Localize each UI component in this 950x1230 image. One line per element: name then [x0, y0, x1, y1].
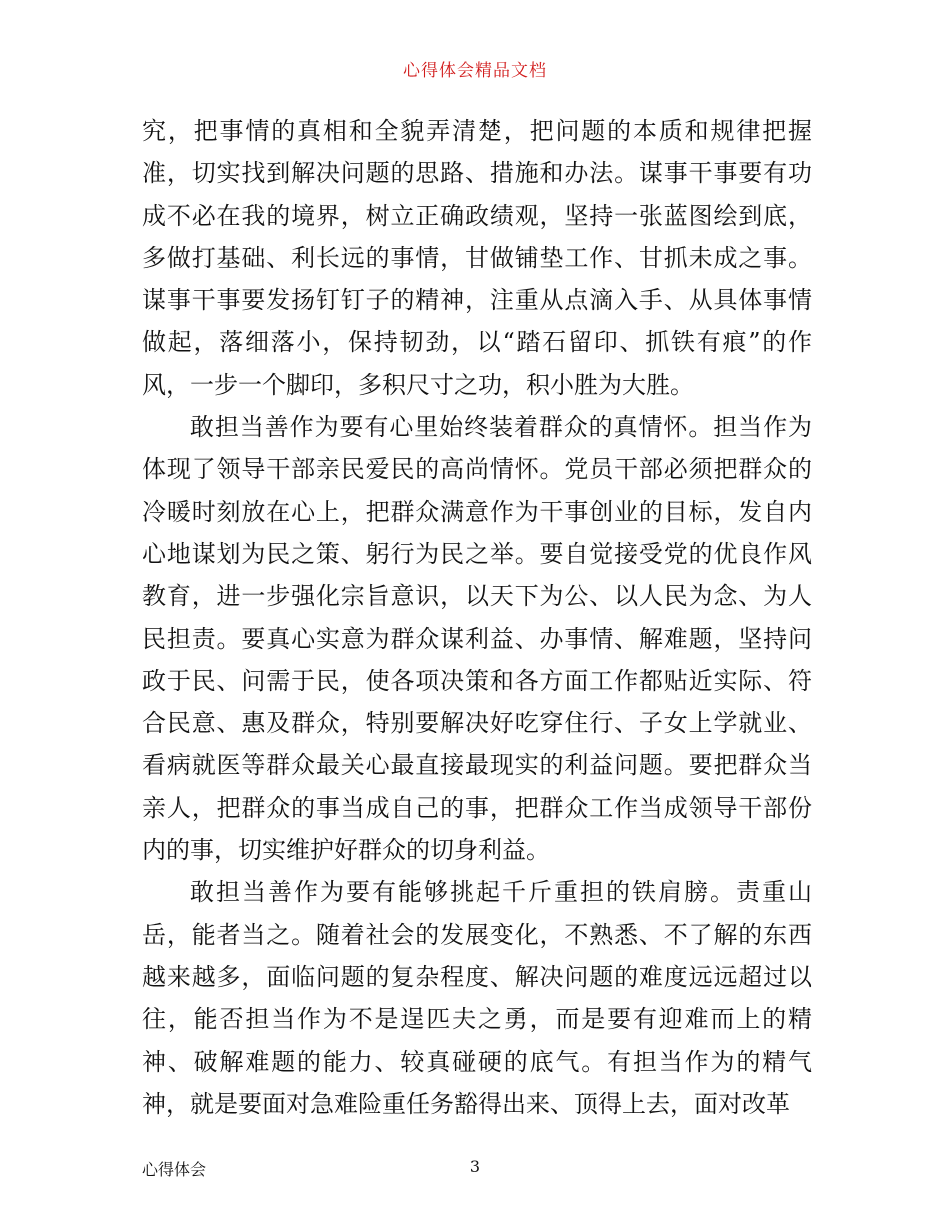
footer-label: 心得体会 — [142, 1160, 207, 1179]
body-paragraph-3: 敢担当善作为要有能够挑起千斤重担的铁肩膀。责重山岳，能者当之。随着社会的发展变化，不熟悉、不了解的东西越来越多，面临问题的复杂程度、解决问题的难度远远超过以往，能否担当作为不是逞匹夫之勇，而是要有迎难而上的精神、破解难题的能力、较真碰硬的底气。有担当作为的精气神，就是要面对急难险重任务豁得出来、顶得上去，面对改革 — [142, 878, 812, 1118]
document-header: 心得体会精品文档 — [403, 61, 547, 81]
body-paragraph-1: 究，把事情的真相和全貌弄清楚，把问题的本质和规律把握准，切实找到解决问题的思路、措施和办法。谋事干事要有功成不必在我的境界，树立正确政绩观，坚持一张蓝图绘到底，多做打基础、利长远的事情，甘做铺垫工作、甘抓未成之事。谋事干事要发扬钉钉子的精神，注重从点滴入手、从具体事情做起，落细落小，保持韧劲，以“踏石留印、抓铁有痕”的作风，一步一个脚印，多积尺寸之功，积小胜为大胜。 — [142, 117, 812, 399]
body-paragraph-2: 敢担当善作为要有心里始终装着群众的真情怀。担当作为体现了领导干部亲民爱民的高尚情怀。党员干部必须把群众的冷暖时刻放在心上，把群众满意作为干事创业的目标，发自内心地谋划为民之策、躬行为民之举。要自觉接受党的优良作风教育，进一步强化宗旨意识，以天下为公、以人民为念、为人民担责。要真心实意为群众谋利益、办事情、解难题，坚持问政于民、问需于民，使各项决策和各方面工作都贴近实际、符合民意、惠及群众，特别要解决好吃穿住行、子女上学就业、看病就医等群众最关心最直接最现实的利益问题。要把群众当亲人，把群众的事当成自己的事，把群众工作当成领导干部份内的事，切实维护好群众的切身利益。 — [142, 413, 812, 865]
page-number: 3 — [469, 1157, 481, 1176]
document-body — [142, 110, 812, 1125]
